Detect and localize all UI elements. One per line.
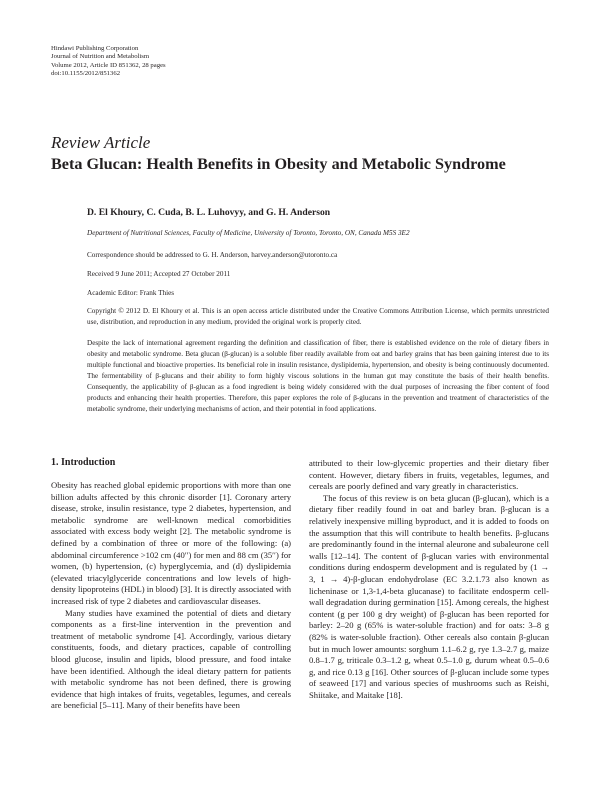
publisher-name: Hindawi Publishing Corporation	[51, 45, 139, 52]
academic-editor: Academic Editor: Frank Thies	[87, 289, 175, 297]
affiliation: Department of Nutritional Sciences, Faculty of Medicine, University of Toronto, Toronto, ON, Canada M5S 3E2	[87, 229, 410, 237]
paragraph: The focus of this review is on beta glucan (β-glucan), which is a dietary fiber readily found in oat and barley bran. β-glucan is a relatively inexpensive milling byproduct, and it is added to foods on the assumption that this will contribute to health benefits. β-glucans are predominantly found in the internal aleurone and subaleurone cell walls [12–14]. The content of β-glucan varies with environmental conditions during endosperm development and is regulated by (1 → 3, 1 → 4)-β-glucan endohydrolase (EC 3.2.1.73 also known as licheninase or 1,3-1,4-beta glucanase) to facilitate endosperm cell-wall degradation during germination [15]. Among cereals, the highest content (g per 100 g dry weight) of β-glucan has been reported for barley: 2–20 g (65% is water-soluble fraction) and for oats: 3–8 g (82% is water-soluble fraction). Other cereals also contain β-glucan but in much lower amounts: sorghum 1.1–6.2 g, rye 1.3–2.7 g, maize 0.8–1.7 g, triticale 0.3–1.2 g, wheat 0.5–1.0 g, durum wheat 0.5–0.6 g, and rice 0.13 g [16]. Other sources of β-glucan include some types of seaweed [17] and various species of mushrooms such as Reishi, Shiitake, and Maitake [18].	[309, 492, 549, 700]
copyright-notice: Copyright © 2012 D. El Khoury et al. This is an open access article distributed under the Creative Commons Attribution License, which permits unrestricted use, distribution, and reproduction in any medium, provided the original work is properly cited.	[87, 307, 549, 326]
author-list: D. El Khoury, C. Cuda, B. L. Luhovyy, and G. H. Anderson	[87, 207, 331, 218]
doi: doi:10.1155/2012/851362	[51, 70, 121, 78]
journal-header	[51, 45, 166, 79]
received-accepted-dates: Received 9 June 2011; Accepted 27 October 2011	[87, 270, 231, 278]
right-column	[309, 458, 549, 701]
left-column	[51, 480, 291, 712]
journal-name: Journal of Nutrition and Metabolism	[51, 53, 150, 61]
paragraph: attributed to their low-glycemic properties and their dietary fiber content. However, dietary fibers in fruits, vegetables, legumes, and cereals are poorly defined and vary greatly in characteristics.	[309, 458, 549, 492]
paragraph: Many studies have examined the potential of diets and dietary components as a first-line intervention in the prevention and treatment of metabolic syndrome [4]. Accordingly, various dietary constituents, foods, and dietary practices, capable of controlling blood glucose, insulin and lipids, blood pressure, and food intake have been identified. Although the ideal dietary pattern for patients with metabolic syndrome has not been defined, there is growing evidence that high intakes of fruits, vegetables, legumes, and cereals are beneficial [5–11]. Many of their benefits have been	[51, 607, 291, 711]
paragraph: Obesity has reached global epidemic proportions with more than one billion adults affected by this chronic disorder [1]. Coronary artery disease, stroke, insulin resistance, type 2 diabetes, hypertension, and metabolic syndrome are well-known medical comorbidities associated with excess body weight [2]. The metabolic syndrome is defined by a combination of three or more of the following: (a) abdominal circumference >102 cm (40′′) for men and 88 cm (35′′) for women, (b) hypertension, (c) hyperglycemia, and (d) dyslipidemia (elevated triacylglyceride concentrations and low levels of high-density lipoproteins (HDL) in blood) [3]. It is directly associated with increased risk of type 2 diabetes and cardiovascular diseases.	[51, 480, 291, 606]
volume-info: Volume 2012, Article ID 851362, 28 pages	[51, 61, 166, 69]
article-type: Review Article	[51, 133, 151, 152]
article-title: Beta Glucan: Health Benefits in Obesity and Metabolic Syndrome	[51, 155, 506, 173]
correspondence: Correspondence should be addressed to G. H. Anderson, harvey.anderson@utoronto.ca	[87, 251, 338, 259]
section-heading-introduction: 1. Introduction	[51, 457, 116, 468]
abstract: Despite the lack of international agreement regarding the definition and classification of fiber, there is established evidence on the role of dietary fibers in obesity and metabolic syndrome. Beta glucan (β-glucan) is a soluble fiber readily available from oat and barley grains that has been gaining interest due to its multiple functional and bioactive properties. Its beneficial role in insulin resistance, dyslipidemia, hypertension, and obesity is being continuously documented. The fermentability of β-glucans and their ability to form highly viscous solutions in the human gut may constitute the basis of their health benefits. Consequently, the applicability of β-glucan as a food ingredient is being widely considered with the dual purposes of increasing the fiber content of food products and enhancing their health properties. Therefore, this paper explores the role of β-glucans in the prevention and treatment of characteristics of the metabolic syndrome, their underlying mechanisms of action, and their potential in food applications.	[87, 339, 549, 413]
